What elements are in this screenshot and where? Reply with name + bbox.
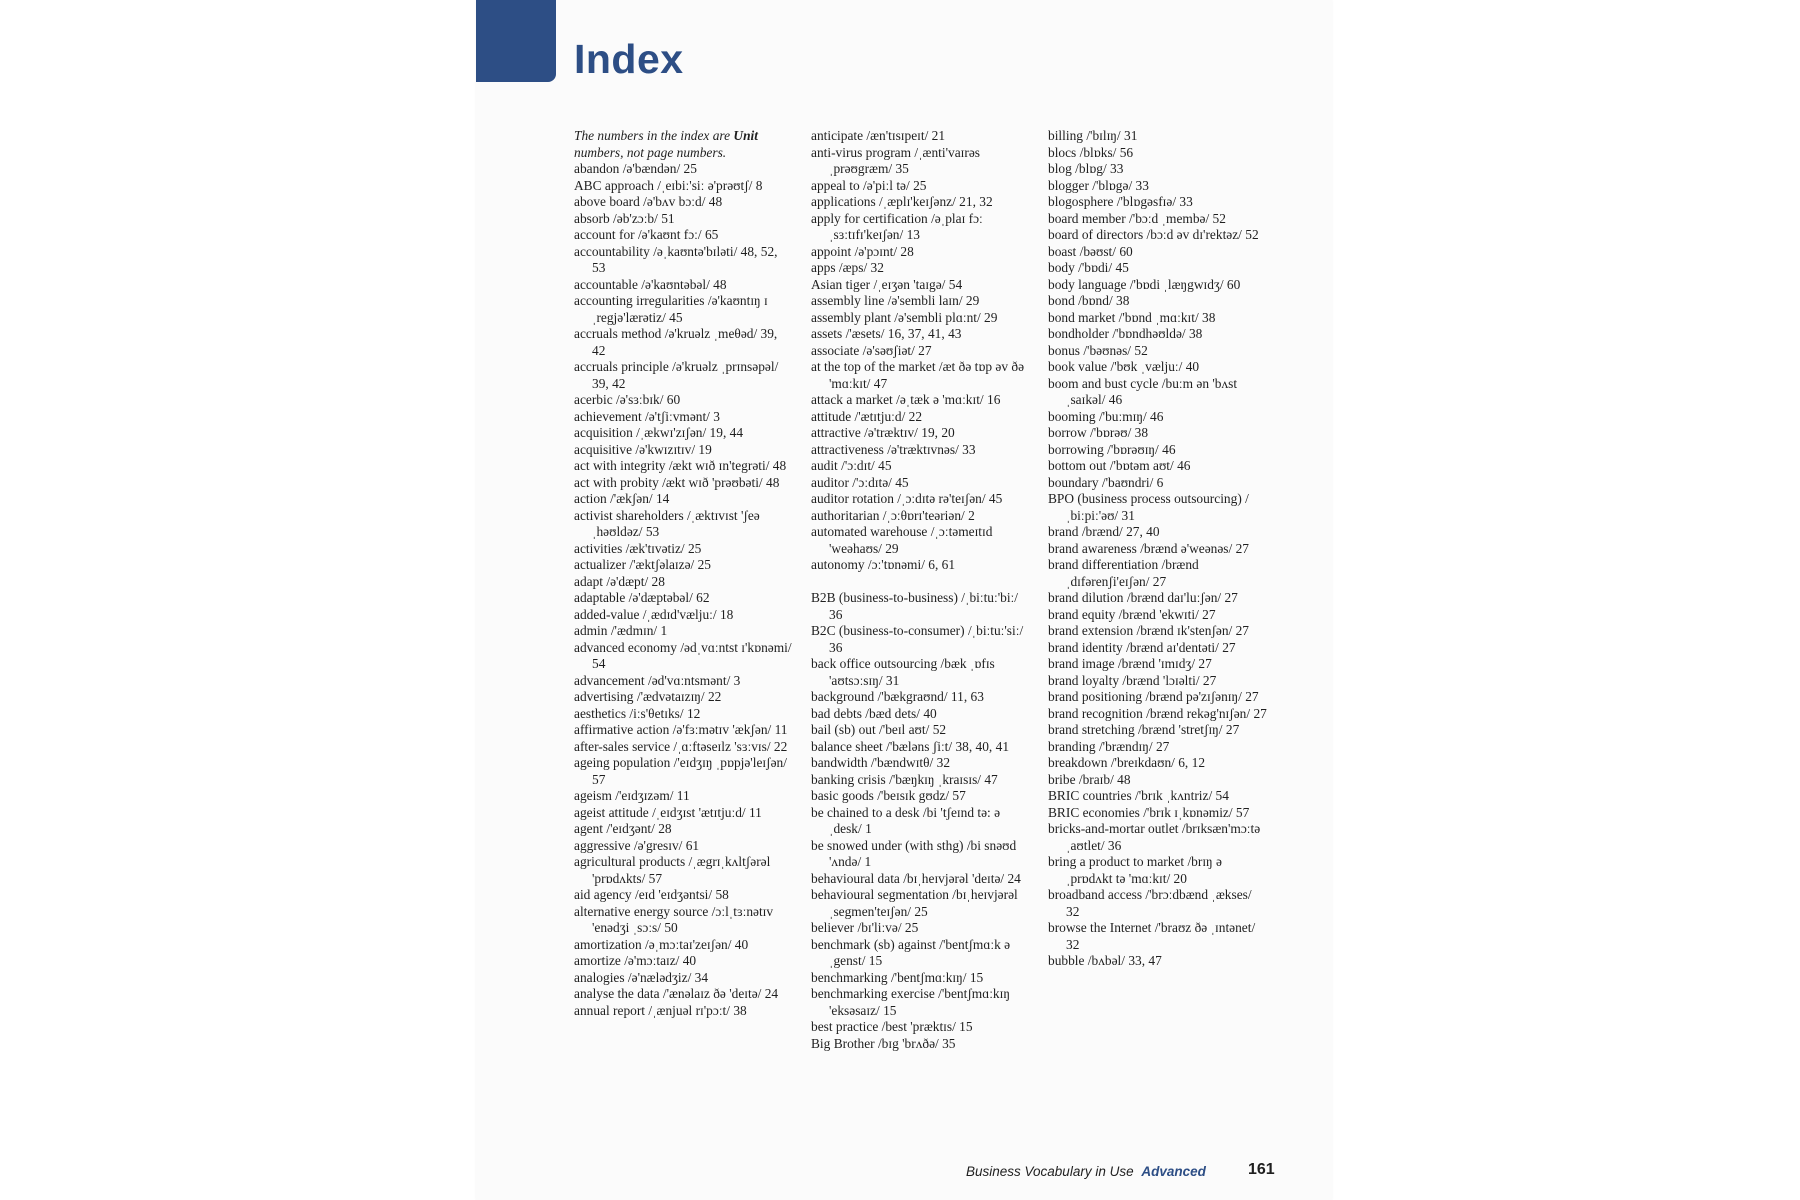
index-note-text: The numbers in the index are <box>574 128 734 143</box>
index-entry: authoritarian /ˌɔːθɒrɪ'teəriən/ 2 <box>811 507 975 523</box>
index-entry: assembly plant /ə'sembli plɑːnt/ 29 <box>811 309 998 325</box>
index-entry: amortize /ə'mɔːtaɪz/ 40 <box>574 953 697 968</box>
index-entry: acquisitive /ə'kwɪzɪtɪv/ 19 <box>574 441 712 457</box>
index-page <box>476 0 1332 1200</box>
index-entry: achievement /ə'tʃiːvmənt/ 3 <box>574 408 720 424</box>
index-entries-2 <box>811 128 1031 1052</box>
index-entry: affirmative action /ə'fɜːmətɪv 'ækʃən/ 11 <box>574 722 788 737</box>
index-entry: autonomy /ɔː'tɒnəmi/ 6, 61 <box>811 557 956 572</box>
index-entry: blogosphere /'blɒgəsfɪə/ 33 <box>1048 194 1193 209</box>
index-entry: bandwidth /'bændwɪtθ/ 32 <box>811 755 951 770</box>
index-entry: assembly line /ə'sembli laɪn/ 29 <box>811 293 980 308</box>
index-column-2 <box>811 128 1031 1052</box>
index-entry: benchmarking exercise /'bentʃmɑːkɪŋ 'eksəsaɪz/ 15 <box>811 986 1010 1018</box>
index-entry: bondholder /'bɒndhəʊldə/ 38 <box>1048 326 1203 341</box>
chapter-tab-marker <box>476 0 556 82</box>
index-entry: back office outsourcing /bæk ˌɒfɪs 'aʊtsɔːsɪŋ/ 31 <box>811 656 995 688</box>
index-entry: basic goods /'beɪsɪk gʊdz/ 57 <box>811 788 966 803</box>
index-entry: Asian tiger /ˌeɪʒən 'taɪgə/ 54 <box>811 276 963 292</box>
index-entry: board of directors /bɔːd əv dɪ'rektəz/ 52 <box>1048 227 1259 242</box>
index-entry: appoint /ə'pɔɪnt/ 28 <box>811 243 914 259</box>
index-entry: advanced economy /ədˌvɑːntst ɪ'kɒnəmi/ 54 <box>574 639 792 671</box>
index-entry: brand awareness /brænd ə'weənəs/ 27 <box>1048 540 1249 556</box>
index-entry: brand dilution /brænd daɪ'luːʃən/ 27 <box>1048 590 1238 605</box>
index-entry: brand stretching /brænd 'stretʃɪŋ/ 27 <box>1048 722 1240 737</box>
index-note-text-end: numbers, not page numbers. <box>574 144 727 160</box>
index-entry: agricultural products /ˌægrɪˌkʌltʃərəl 'prɒdʌkts/ 57 <box>574 854 771 886</box>
index-entry: branding /'brændɪŋ/ 27 <box>1048 738 1170 754</box>
index-entry: auditor rotation /ˌɔːdɪtə rə'teɪʃən/ 45 <box>811 491 1003 506</box>
index-entry: alternative energy source /ɔːlˌtɜːnətɪv 'enədʒi ˌsɔːs/ 50 <box>574 903 774 935</box>
index-entry: ABC approach /ˌeɪbiː'siː ə'prəʊtʃ/ 8 <box>574 177 763 193</box>
index-entry: behavioural segmentation /bɪˌheɪvjərəl ˌsegmen'teɪʃən/ 25 <box>811 887 1018 919</box>
index-entry: annual report /ˌænjuəl rɪ'pɔːt/ 38 <box>574 1002 747 1018</box>
index-entry: be snowed under (with sthg) /bi snəʊd 'ʌndə/ 1 <box>811 837 1017 869</box>
index-entry: borrow /'bɒrəʊ/ 38 <box>1048 425 1149 440</box>
index-entry: bottom out /'bɒtəm aʊt/ 46 <box>1048 458 1191 473</box>
index-entry: act with integrity /ækt wɪð ɪn'tegrəti/ 48 <box>574 458 787 473</box>
index-entry: anticipate /æn'tɪsɪpeɪt/ 21 <box>811 128 946 143</box>
index-entry: appeal to /ə'piːl tə/ 25 <box>811 177 927 193</box>
book-title: Business Vocabulary in Use <box>966 1164 1134 1179</box>
index-entry: B2C (business-to-consumer) /ˌbiːtuː'siː/ 36 <box>811 623 1024 655</box>
book-level: Advanced <box>1141 1164 1206 1179</box>
index-entry: bond /bɒnd/ 38 <box>1048 293 1130 308</box>
index-entry: accountable /ə'kaʊntəbəl/ 48 <box>574 276 727 292</box>
index-entry: book value /'bʊk ˌvæljuː/ 40 <box>1048 359 1200 374</box>
index-entry: bricks-and-mortar outlet /brɪksæn'mɔːtə ˌaʊtlet/ 36 <box>1048 821 1261 853</box>
index-entry: aggressive /ə'gresɪv/ 61 <box>574 837 700 853</box>
index-entry: BRIC economies /'brɪk ɪˌkɒnəmiz/ 57 <box>1048 804 1250 820</box>
index-note-emphasis: Unit <box>733 128 758 143</box>
index-entry: adapt /ə'dæpt/ 28 <box>574 573 665 589</box>
index-entry: blocs /blɒks/ 56 <box>1048 144 1134 160</box>
index-entry: added-value /ˌædɪd'væljuː/ 18 <box>574 606 734 622</box>
index-entry: booming /'buːmɪŋ/ 46 <box>1048 408 1164 424</box>
page-number: 161 <box>1248 1161 1275 1178</box>
index-entry: audit /'ɔːdɪt/ 45 <box>811 458 892 473</box>
index-entry: account for /ə'kaʊnt fɔː/ 65 <box>574 227 719 242</box>
index-entry: activities /æk'tɪvətiz/ 25 <box>574 540 702 556</box>
index-column-1 <box>574 128 794 1019</box>
index-entry: brand positioning /brænd pə'zɪʃənɪŋ/ 27 <box>1048 689 1259 704</box>
index-entry: auditor /'ɔːdɪtə/ 45 <box>811 474 909 490</box>
index-entry: action /'ækʃən/ 14 <box>574 491 670 506</box>
book-footer <box>966 1164 1206 1179</box>
index-entry: advancement /əd'vɑːntsmənt/ 3 <box>574 672 741 688</box>
index-entry: attitude /'ætɪtjuːd/ 22 <box>811 408 923 424</box>
index-entry: boast /bəʊst/ 60 <box>1048 243 1133 259</box>
index-entry: ageist attitude /ˌeɪdʒɪst 'ætɪtjuːd/ 11 <box>574 804 762 820</box>
index-entry: above board /ə'bʌv bɔːd/ 48 <box>574 194 723 209</box>
index-column-3 <box>1048 128 1268 970</box>
index-entry: accounting irregularities /ə'kaʊntɪŋ ɪˌregjə'lærətiz/ 45 <box>574 293 768 325</box>
index-entry: browse the Internet /'braʊz ðə ˌɪntənet/ 32 <box>1048 920 1256 952</box>
index-entry: banking crisis /'bæŋkɪŋ ˌkraɪsɪs/ 47 <box>811 771 998 787</box>
index-entry: background /'bækgraʊnd/ 11, 63 <box>811 689 984 704</box>
index-entry: act with probity /ækt wɪð 'prəʊbəti/ 48 <box>574 474 780 490</box>
index-entries-1 <box>574 161 794 1019</box>
index-entry: bad debts /bæd dets/ 40 <box>811 705 937 721</box>
index-entry: accruals method /ə'kruəlz ˌmeθəd/ 39, 42 <box>574 326 778 358</box>
index-entry: aid agency /eɪd 'eɪdʒəntsi/ 58 <box>574 887 729 902</box>
index-entry: apply for certification /əˌplaɪ fɔː ˌsɜːtɪfɪ'keɪʃən/ 13 <box>811 210 983 242</box>
index-entry: boom and bust cycle /buːm ən 'bʌst ˌsaɪkəl/ 46 <box>1048 375 1238 407</box>
index-entry: apps /æps/ 32 <box>811 260 884 275</box>
index-entry: brand image /brænd 'ɪmɪdʒ/ 27 <box>1048 656 1212 671</box>
index-entry: attack a market /əˌtæk ə 'mɑːkɪt/ 16 <box>811 392 1001 407</box>
index-entry: BPO (business process outsourcing) /ˌbiːpiː'əʊ/ 31 <box>1048 491 1249 523</box>
index-entry: B2B (business-to-business) /ˌbiːtuː'biː/ 36 <box>811 590 1018 622</box>
section-gap <box>811 574 1031 591</box>
index-entry: blog /blɒg/ 33 <box>1048 161 1124 176</box>
index-entry: amortization /əˌmɔːtaɪ'zeɪʃən/ 40 <box>574 936 749 952</box>
index-entry: bail (sb) out /'beɪl aʊt/ 52 <box>811 722 947 737</box>
index-entry: brand /brænd/ 27, 40 <box>1048 524 1160 539</box>
index-entry: bonus /'bəʊnəs/ 52 <box>1048 342 1148 358</box>
index-entry: brand equity /brænd 'ekwɪti/ 27 <box>1048 606 1216 622</box>
index-entry: bond market /'bɒnd ˌmɑːkɪt/ 38 <box>1048 309 1216 325</box>
index-entry: automated warehouse /ˌɔːtəmeɪtɪd 'weəhaʊs/ 29 <box>811 524 993 556</box>
index-entry: broadband access /'brɔːdbænd ˌækses/ 32 <box>1048 887 1252 919</box>
index-entry: brand identity /brænd aɪ'dentəti/ 27 <box>1048 639 1236 655</box>
index-entry: aesthetics /iːs'θetɪks/ 12 <box>574 705 701 721</box>
index-entry: applications /ˌæplɪ'keɪʃənz/ 21, 32 <box>811 194 993 209</box>
index-entry: admin /'ædmɪn/ 1 <box>574 623 668 638</box>
index-entry: billing /'bɪlɪŋ/ 31 <box>1048 128 1138 143</box>
index-entry: body /'bɒdi/ 45 <box>1048 260 1129 275</box>
index-entry: benchmarking /'bentʃmɑːkɪŋ/ 15 <box>811 969 984 985</box>
index-entry: agent /'eɪdʒənt/ 28 <box>574 821 672 836</box>
index-entry: breakdown /'breɪkdaʊn/ 6, 12 <box>1048 755 1206 770</box>
index-entry: activist shareholders /ˌæktɪvɪst 'ʃeəˌhəʊldəz/ 53 <box>574 507 760 539</box>
index-entry: ageing population /'eɪdʒɪŋ ˌpɒpjə'leɪʃən/ 57 <box>574 755 787 787</box>
index-entry: borrowing /'bɒrəʊɪŋ/ 46 <box>1048 441 1176 457</box>
index-entry: benchmark (sb) against /'bentʃmɑːk əˌgenst/ 15 <box>811 936 1011 968</box>
index-entry: assets /'æsets/ 16, 37, 41, 43 <box>811 326 962 341</box>
index-entry: BRIC countries /'brɪk ˌkʌntriz/ 54 <box>1048 788 1229 803</box>
index-entry: analogies /ə'nælədʒiz/ 34 <box>574 969 709 985</box>
index-entry: abandon /ə'bændən/ 25 <box>574 161 697 176</box>
index-entry: ageism /'eɪdʒɪzəm/ 11 <box>574 788 690 803</box>
index-entry: adaptable /ə'dæptəbəl/ 62 <box>574 590 710 605</box>
index-entry: body language /'bɒdi ˌlæŋgwɪdʒ/ 60 <box>1048 276 1241 292</box>
index-entry: brand recognition /brænd rekəg'nɪʃən/ 27 <box>1048 705 1267 721</box>
index-entry: anti-virus program /ˌænti'vaɪrəs ˌprəʊgræm/ 35 <box>811 144 981 176</box>
index-entry: analyse the data /'ænəlaɪz ðə 'deɪtə/ 24 <box>574 986 779 1001</box>
page-title: Index <box>574 36 684 82</box>
index-entry: brand differentiation /brænd ˌdɪfərenʃi'eɪʃən/ 27 <box>1048 557 1199 589</box>
index-entries-3 <box>1048 128 1268 970</box>
index-entry: at the top of the market /æt ðə tɒp əv ðə 'mɑːkɪt/ 47 <box>811 359 1025 391</box>
index-entry: brand loyalty /brænd 'lɔɪəlti/ 27 <box>1048 672 1217 688</box>
index-entry: attractiveness /ə'træktɪvnəs/ 33 <box>811 441 976 457</box>
index-entry: after-sales service /ˌɑːftəseɪlz 'sɜːvɪs/ 22 <box>574 738 788 754</box>
index-entry: Big Brother /bɪg 'brʌðə/ 35 <box>811 1035 956 1051</box>
index-entry: attractive /ə'træktɪv/ 19, 20 <box>811 425 955 440</box>
index-entry: accountability /əˌkaʊntə'bɪləti/ 48, 52, 53 <box>574 243 778 275</box>
index-entry: boundary /'baʊndri/ 6 <box>1048 474 1164 490</box>
index-entry: best practice /best 'præktɪs/ 15 <box>811 1019 973 1034</box>
index-entry: associate /ə'səʊʃiət/ 27 <box>811 342 932 358</box>
index-entry: absorb /əb'zɔːb/ 51 <box>574 210 675 226</box>
index-entry: be chained to a desk /bi 'tʃeɪnd tə: ə ˌdesk/ 1 <box>811 804 1001 836</box>
index-entry: blogger /'blɒgə/ 33 <box>1048 177 1149 193</box>
index-entry: bribe /braɪb/ 48 <box>1048 771 1131 787</box>
index-entry: bubble /bʌbəl/ 33, 47 <box>1048 953 1162 968</box>
index-entry: balance sheet /'bæləns ʃiːt/ 38, 40, 41 <box>811 738 1010 754</box>
index-entry: behavioural data /bɪˌheɪvjərəl 'deɪtə/ 24 <box>811 870 1021 886</box>
index-entry: bring a product to market /brɪŋ ə ˌprɒdʌkt tə 'mɑːkɪt/ 20 <box>1048 854 1222 886</box>
index-entry: accruals principle /ə'kruəlz ˌprɪnsəpəl/ 39, 42 <box>574 359 779 391</box>
index-entry: acquisition /ˌækwɪ'zɪʃən/ 19, 44 <box>574 425 744 440</box>
index-entry: board member /'bɔːd ˌmembə/ 52 <box>1048 210 1226 226</box>
index-entry: actualizer /'æktʃəlaɪzə/ 25 <box>574 557 711 572</box>
index-entry: brand extension /brænd ɪk'stenʃən/ 27 <box>1048 623 1250 638</box>
index-entry: believer /bɪ'liːvə/ 25 <box>811 920 919 935</box>
index-note <box>574 128 794 161</box>
index-entry: advertising /'ædvətaɪzɪŋ/ 22 <box>574 689 722 704</box>
index-entry: acerbic /ə'sɜːbɪk/ 60 <box>574 392 681 407</box>
